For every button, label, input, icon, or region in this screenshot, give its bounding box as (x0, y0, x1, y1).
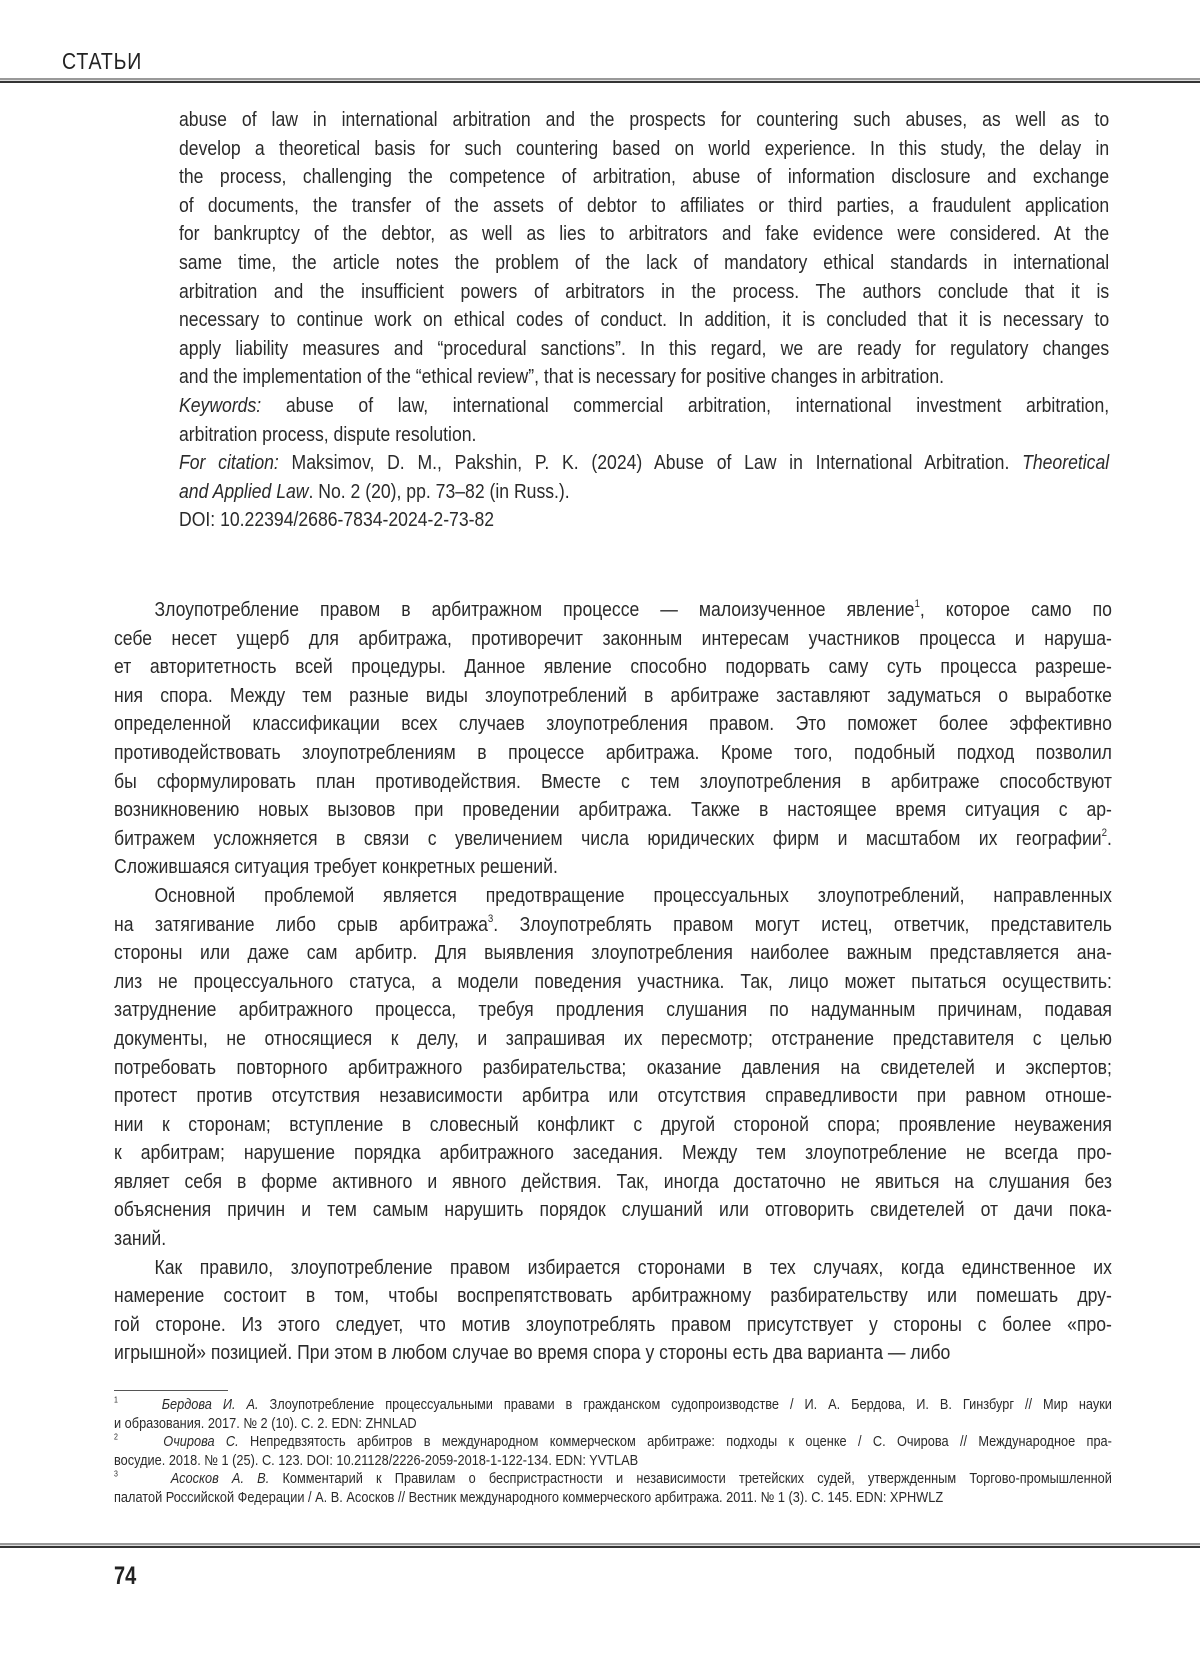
paragraph-line (114, 596, 1112, 625)
text: abuse of law, international commercial arbitration, international investment arbitration, (261, 395, 1109, 417)
text: игрышной» позицией. При этом в любом случае во время спора у стороны есть два варианта — либо (114, 1342, 950, 1364)
footnote-ref: 2 (1102, 827, 1107, 839)
text: and the implementation of the “ethical review”, that is necessary for positive changes in arbitration. (179, 366, 944, 388)
paragraph-line (114, 768, 1112, 797)
text: Как правило, злоупотребление правом избирается сторонами в тех случаях, когда единственное их (154, 1257, 1111, 1279)
italic-text: Theoretical (1022, 452, 1109, 474)
text: стороны или даже сам арбитр. Для выявления злоупотребления наиболее важным представляется ана- (114, 942, 1112, 964)
footnote-line (114, 1396, 1112, 1415)
text: восудие. 2018. № 1 (25). С. 123. DOI: 10.21128/2226-2059-2018-1-122-134. EDN: YVTLAB (114, 1453, 638, 1469)
paragraph-line (114, 710, 1112, 739)
abstract-line (179, 278, 1109, 307)
paragraph-line (114, 1282, 1112, 1311)
footnote-line (114, 1489, 1112, 1508)
text: Maksimov, D. M., Pakshin, P. K. (2024) Abuse of Law in International Arbitration. (279, 452, 1022, 474)
text (118, 1397, 162, 1413)
text: и образования. 2017. № 2 (10). С. 2. EDN: ZHNLAD (114, 1416, 417, 1432)
paragraph-line (114, 1196, 1112, 1225)
footnote-ref: 1 (914, 598, 919, 610)
paragraph-line (114, 682, 1112, 711)
paragraph-line (114, 968, 1112, 997)
text: намерение состоит в том, чтобы воспрепятствовать арбитражному разбирательству или помешать дру- (114, 1285, 1112, 1307)
page-number: 74 (114, 1562, 136, 1591)
text: arbitration process, dispute resolution. (179, 424, 476, 446)
text: документы, не относящиеся к делу, и запрашивая их пересмотр; отстранение представителя с целью (114, 1028, 1112, 1050)
abstract-line (179, 249, 1109, 278)
text: битражем усложняется в связи с увеличением числа юридических фирм и масштабом их географии (114, 828, 1102, 850)
abstract-line (179, 392, 1109, 421)
text: arbitration and the insufficient powers of arbitrators in the process. The authors conclude that it is (179, 281, 1109, 303)
text: лиз не процессуального статуса, а модели поведения участника. Так, лицо может пытаться осуществить: (114, 971, 1112, 993)
text: DOI: 10.22394/2686-7834-2024-2-73-82 (179, 509, 494, 531)
footnote-line (114, 1452, 1112, 1471)
text: the process, challenging the competence of arbitration, abuse of information disclosure and exchange (179, 166, 1109, 188)
italic-text: Keywords: (179, 395, 261, 417)
text: Основной проблемой является предотвращение процессуальных злоупотреблений, направленных (154, 885, 1111, 907)
text: Комментарий к Правилам о беспристрастности и независимости третейских судей, утвержденным Торгово-промышленной (269, 1471, 1112, 1487)
text: гой стороне. Из этого следует, что мотив злоупотреблять правом присутствует у стороны с более «про- (114, 1314, 1112, 1336)
text: . No. 2 (20), pp. 73–82 (in Russ.). (308, 481, 569, 503)
paragraph-line (114, 625, 1112, 654)
section-title: СТАТЬИ (62, 48, 142, 75)
paragraph-line (114, 1168, 1112, 1197)
abstract-line (179, 220, 1109, 249)
text: same time, the article notes the problem of the lack of mandatory ethical standards in international (179, 252, 1109, 274)
text: противодействовать злоупотреблениям в процессе арбитража. Кроме того, подобный подход позволил (114, 742, 1112, 764)
text: палатой Российской Федерации / А. В. Асосков // Вестник международного коммерческого арбитража. 2011. № 1 (3). С. 145. EDN: XPHWLZ (114, 1490, 943, 1506)
abstract-line (179, 478, 1109, 507)
paragraph-line (114, 911, 1112, 940)
paragraph-line (114, 1254, 1112, 1283)
paragraph-line (114, 1225, 1112, 1254)
text: Сложившаяся ситуация требует конкретных решений. (114, 856, 558, 878)
text: . (1107, 828, 1112, 850)
abstract-line (179, 306, 1109, 335)
paragraph-line (114, 996, 1112, 1025)
abstract (179, 106, 1109, 535)
text: for bankruptcy of the debtor, as well as lies to arbitrators and fake evidence were considered. At the (179, 223, 1109, 245)
text: являет себя в форме активного и явного действия. Так, иногда достаточно не явиться на слушания без (114, 1171, 1112, 1193)
italic-text: Бердова И. А. (162, 1397, 259, 1413)
footnote-line (114, 1415, 1112, 1434)
abstract-line (179, 135, 1109, 164)
footnotes (114, 1396, 1112, 1508)
abstract-line (179, 449, 1109, 478)
text: ния спора. Между тем разные виды злоупотреблений в арбитраже заставляют задуматься о выработке (114, 685, 1112, 707)
article-body (114, 596, 1112, 1368)
paragraph-line (114, 1339, 1112, 1368)
text: Злоупотребление процессуальными правами в гражданском судопроизводстве / И. А. Бердова, И. В. Гинзбург // Мир науки (259, 1397, 1112, 1413)
text: затруднение арбитражного процесса, требуя продления слушания по надуманным причинам, подавая (114, 999, 1112, 1021)
text: нии к сторонам; вступление в словесный конфликт с другой стороной спора; проявление неуважения (114, 1114, 1112, 1136)
abstract-line (179, 506, 1109, 535)
italic-text: Очирова С. (163, 1434, 238, 1450)
text: apply liability measures and “procedural sanctions”. In this regard, we are ready for regulatory changes (179, 338, 1109, 360)
text: потребовать повторного арбитражного разбирательства; оказание давления на свидетелей и экспертов; (114, 1057, 1112, 1079)
text: abuse of law in international arbitration and the prospects for countering such abuses, as well as to (179, 109, 1109, 131)
text: объяснения причин и тем самым нарушить порядок слушаний или отговорить свидетелей от дачи пока- (114, 1199, 1112, 1221)
abstract-line (179, 192, 1109, 221)
text: себе несет ущерб для арбитража, противоречит законным интересам участников процесса и наруша- (114, 628, 1112, 650)
paragraph-line (114, 1082, 1112, 1111)
abstract-line (179, 335, 1109, 364)
text: возникновению новых вызовов при проведении арбитража. Также в настоящее время ситуация с ар- (114, 799, 1112, 821)
text: Непредвзятость арбитров в международном коммерческом арбитраже: подходы к оценке / С. Очирова // Международное пра- (239, 1434, 1112, 1450)
text: . Злоупотреблять правом могут истец, ответчик, представитель (493, 914, 1112, 936)
paragraph-line (114, 825, 1112, 854)
abstract-line (179, 163, 1109, 192)
text: necessary to continue work on ethical codes of conduct. In addition, it is concluded that it is necessary to (179, 309, 1109, 331)
paragraph-line (114, 739, 1112, 768)
text: Злоупотребление правом в арбитражном процессе — малоизученное явление (154, 599, 914, 621)
footnote-ref: 3 (488, 913, 493, 925)
abstract-line (179, 106, 1109, 135)
paragraph-line (114, 1139, 1112, 1168)
header-rule (0, 78, 1200, 83)
footnote-ref: 3 (114, 1470, 118, 1479)
text: , которое само по (920, 599, 1112, 621)
footnote-line (114, 1470, 1112, 1489)
text: develop a theoretical basis for such countering based on world experience. In this study, the delay in (179, 138, 1109, 160)
paragraph-line (114, 653, 1112, 682)
paragraph-line (114, 796, 1112, 825)
text: протест против отсутствия независимости арбитра или отсутствия справедливости при равном отноше- (114, 1085, 1112, 1107)
footnote-ref: 1 (114, 1396, 118, 1405)
text: на затягивание либо срыв арбитража (114, 914, 488, 936)
paragraph-line (114, 1054, 1112, 1083)
text: of documents, the transfer of the assets of debtor to affiliates or third parties, a fraudulent application (179, 195, 1109, 217)
abstract-line (179, 363, 1109, 392)
abstract-line (179, 421, 1109, 450)
italic-text: and Applied Law (179, 481, 308, 503)
paragraph-line (114, 1311, 1112, 1340)
text: определенной классификации всех случаев злоупотребления правом. Это поможет более эффективно (114, 713, 1112, 735)
text: бы сформулировать план противодействия. Вместе с тем злоупотребления в арбитраже способствуют (114, 771, 1112, 793)
text: заний. (114, 1228, 166, 1250)
footer-rule (0, 1543, 1200, 1548)
paragraph-line (114, 882, 1112, 911)
footnote-ref: 2 (114, 1433, 118, 1442)
italic-text: For citation: (179, 452, 279, 474)
italic-text: Асосков А. В. (171, 1471, 270, 1487)
footnote-separator (114, 1390, 228, 1391)
paragraph-line (114, 939, 1112, 968)
paragraph-line (114, 1111, 1112, 1140)
text (118, 1471, 171, 1487)
paragraph-line (114, 853, 1112, 882)
paragraph-line (114, 1025, 1112, 1054)
footnote-line (114, 1433, 1112, 1452)
text: ет авторитетность всей процедуры. Данное явление способно подорвать саму суть процесса разреше- (114, 656, 1112, 678)
text: к арбитрам; нарушение порядка арбитражного заседания. Между тем злоупотребление не всегда про- (114, 1142, 1112, 1164)
text (118, 1434, 163, 1450)
